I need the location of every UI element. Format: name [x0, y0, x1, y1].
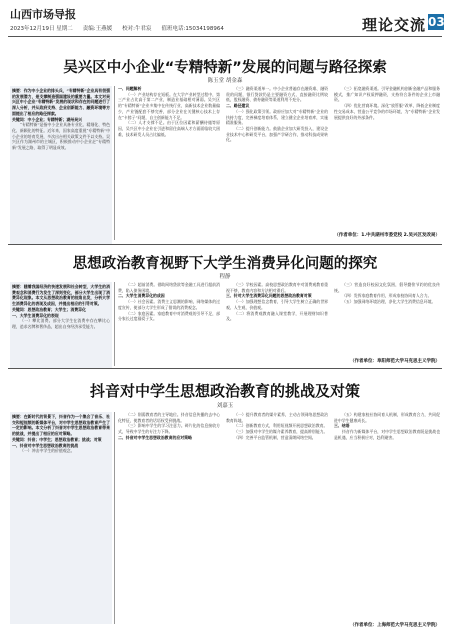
article3-abstract: 摘要：在新时代的背景下，抖音作为一个集合了音乐、社交和短视频的新媒体平台，对中学生思想政治教育产生了一定的影响。本文分析了抖音对中学生思想政治教育带来的挑战，并提出了相应的应对策略。 — [12, 414, 110, 437]
article2-col2 — [118, 282, 220, 366]
section-heading: 一、大学生消费异化的表现 — [12, 312, 59, 318]
section-heading: 二、路径建议 — [226, 103, 250, 109]
article3-keywords: 关键词：抖音；中学生；思想政治教育；挑战；对策 — [12, 436, 102, 442]
article-divider — [8, 244, 442, 245]
article3-author: 刘嘉玉 — [216, 403, 234, 409]
article3-col2 — [118, 412, 220, 624]
paragraph: （一）社会因素。消费主义思潮的影响，网络媒体的过度宣传，使部分大学生形成了错误的消费观念。 — [118, 299, 220, 310]
paragraph: 抖音作为新媒体平台，对中学生思想政治教育既是挑战也是机遇，应当积极应对，趋利避害。 — [334, 429, 440, 440]
article1-author: 陈玉堂 胡金森 — [207, 78, 243, 84]
paragraph: （二）削弱教育者的主导地位。抖音信息传播的去中心化特征，使教育者的话语权受到挑战。 — [118, 412, 220, 423]
article1-col1 — [10, 86, 112, 244]
header-rule — [8, 36, 442, 37]
article-divider — [8, 368, 442, 369]
section-heading: 二、抖音对中学生思想政治教育的应对策略 — [118, 434, 192, 440]
section-title: 理论交流 — [361, 16, 426, 34]
article1-abstract: 摘要：作为中小企业的排头兵，“专精特新”企业具有很强的发展潜力，是支撑制造强国建设的重要力量。本文对吴兴区中小企业“专精特新”发展的现状和存在的问题进行了深入分析，并从政府支持、企业创新能力、融资环境等方面提出了相应的路径探索。 — [12, 88, 110, 116]
paragraph: （四）完善平台监管机制，营造清朗网络空间。 — [234, 434, 316, 440]
article2-col1 — [10, 282, 112, 368]
paragraph: （二）提升创新能力。鼓励企业加大研发投入，建设企业技术中心和研发平台，加强产学研合作，推动科技成果转化。 — [226, 125, 328, 143]
paragraph: （二）创新教育方式，利用短视频开展思想政治教育。 — [234, 423, 328, 429]
article1-affiliation: （作者单位：1.中共湖州市委党校 2.吴兴区发改局） — [334, 233, 440, 238]
paragraph: （四）优化营商环境。深化“放管服”改革，降低企业制度性交易成本，营造公平竞争的市场环境，为“专精特新”企业发展提供良好的外部条件。 — [334, 103, 440, 120]
column-divider — [114, 412, 115, 624]
paragraph: （二）将消费观教育融入课堂教学，开展理财知识普及。 — [226, 310, 328, 322]
editor-credit: 责编:王燕媛 — [82, 26, 113, 32]
paragraph: （一）强化政策引领。政府应加大对“专精特新”企业的扶持力度，完善梯度培育体系，建立健全企业培育库，实施精准服务。 — [226, 108, 328, 126]
designer-credit: 校对:牛君宸 — [122, 26, 152, 32]
paragraph: （四）发挥家庭教育作用，形成家校协同育人合力。 — [342, 293, 432, 299]
paragraph: （三）拓宽融资渠道。引导金融机构创新金融产品和服务模式，推广知识产权质押融资，支持符合条件的企业上市融资。 — [334, 86, 440, 103]
article2-col4 — [334, 282, 440, 356]
paragraph: （二）超前消费。借助网络贷款等金融工具进行超前消费，陷入债务困境。 — [118, 282, 220, 293]
article2-abstract: 摘要：随着我国经济的快速发展和社会转型，大学生的消费观念和消费行为发生了深刻变化，部分大学生出现了消费异化现象。本文从思想政治教育的视角出发，分析大学生消费异化的表现及成因，并提出相应的引导对策。 — [12, 284, 110, 307]
article2-author: 程静 — [219, 274, 231, 280]
paragraph: （一）提升教育者的媒介素养，主动占领网络思想政治教育阵地。 — [226, 412, 328, 423]
issue-date: 2023年12月19日 星期二 — [10, 26, 73, 32]
paragraph: （一）产业结构存在短板。在大学产业转型过程中，第三产业占比高于第二产业，制造业基础相对薄弱。吴兴区的“专精特新”企业多集中在传统行业，高新技术企业数量偏少，产业链配套不够完善，部分企业在关键核心技术上存在“卡脖子”问题，自主创新能力不足。 — [118, 91, 220, 120]
article3-title: 抖音对中学生思想政治教育的挑战及对策 — [89, 382, 360, 400]
article1-col4 — [334, 86, 440, 230]
article3-col1 — [10, 412, 112, 624]
article3-col4 — [334, 412, 440, 612]
paragraph: （二）家庭因素。家庭教育中对消费观的引导不足，部分家长过度溺爱子女。 — [118, 310, 220, 322]
section-heading: 二、大学生消费异化的成因 — [118, 293, 165, 299]
paragraph: （三）学校因素。高校思想政治教育中对消费观教育重视不够，教育内容和方法相对滞后。 — [226, 282, 328, 293]
article2-col3 — [226, 282, 328, 366]
paragraph: （二）人才支撑不足。由于区位因素和薪酬待遇等原因，吴兴区中小企业在引进和留住高端人才方面面临较大困难，技术研发人员占比偏低。 — [118, 120, 220, 137]
paragraph: （三）融资渠道单一。中小企业普遍存在融资难、融资贵的问题，银行贷款仍是主要融资方式，直接融资比例较低，股权融资、债券融资等渠道利用不充分。 — [226, 86, 328, 103]
page-number: 03 — [428, 15, 445, 29]
paragraph: （三）营造良好校园文化氛围，倡导勤俭节约的优良传统。 — [334, 282, 440, 293]
article1-title: 吴兴区中小企业“专精特新”发展的问题与路径探索 — [63, 60, 387, 76]
masthead: 山西市场导报 — [10, 8, 76, 21]
article1-keywords: 关键词：中小企业；专精特新；湖州吴兴 — [12, 116, 83, 122]
article2-title: 思想政治教育视野下大学生消费异化问题的探究 — [72, 256, 378, 272]
paragraph: （三）加强对中学生的媒介素养教育，提高辨别能力。 — [234, 429, 328, 435]
article1-col3 — [226, 86, 328, 240]
column-divider — [114, 282, 115, 366]
paragraph: （一）攀比消费。部分大学生在消费中存在攀比心理，追求名牌和奢侈品，超出自身经济承受能力。 — [12, 318, 110, 329]
paragraph: （一）加强理想信念教育，引导大学生树立正确的世界观、人生观、价值观。 — [226, 299, 328, 310]
paragraph: （一）冲击中学生的价值观念。 — [20, 448, 75, 454]
section-heading: 一、问题解析 — [118, 86, 142, 91]
article1-col2 — [118, 86, 220, 240]
article3-affiliation: （作者单位：上海师范大学马克思主义学院） — [350, 623, 440, 628]
article2-affiliation: （作者单位：阜阳师范大学马克思主义学院） — [350, 359, 440, 364]
article2-keywords: 关键词：思想政治教育；大学生；消费异化 — [12, 306, 86, 312]
column-divider — [114, 86, 115, 240]
section-heading: 三、针对大学生消费异化问题的思想政治教育对策 — [226, 293, 312, 299]
section-heading: 三、结语 — [334, 423, 350, 429]
section-heading: 一、抖音对中学生思想政治教育的挑战 — [12, 442, 79, 448]
paragraph: （三）影响中学生的学习注意力。碎片化的信息接收方式，导致中学生的专注力下降。 — [118, 423, 220, 435]
paragraph: （五）加强网络环境治理，净化大学生消费信息环境。 — [342, 299, 436, 305]
article1-intro: “专精特新”是指中小企业具备专业化、精细化、特色化、新颖化的特征。近年来，国家高度重视“专精特新”中小企业的培育发展，多次出台相关政策文件予以支持。吴兴区作为湖州市的主城区，积极推动中小企业走“专精特新”发展之路，取得了明显成效。 — [12, 122, 110, 151]
hotline: 值班电话:15034198964 — [161, 26, 224, 32]
paragraph: （五）构建家校社协同育人机制，形成教育合力，共同促进中学生健康成长。 — [334, 412, 440, 423]
article3-col3 — [226, 412, 328, 624]
